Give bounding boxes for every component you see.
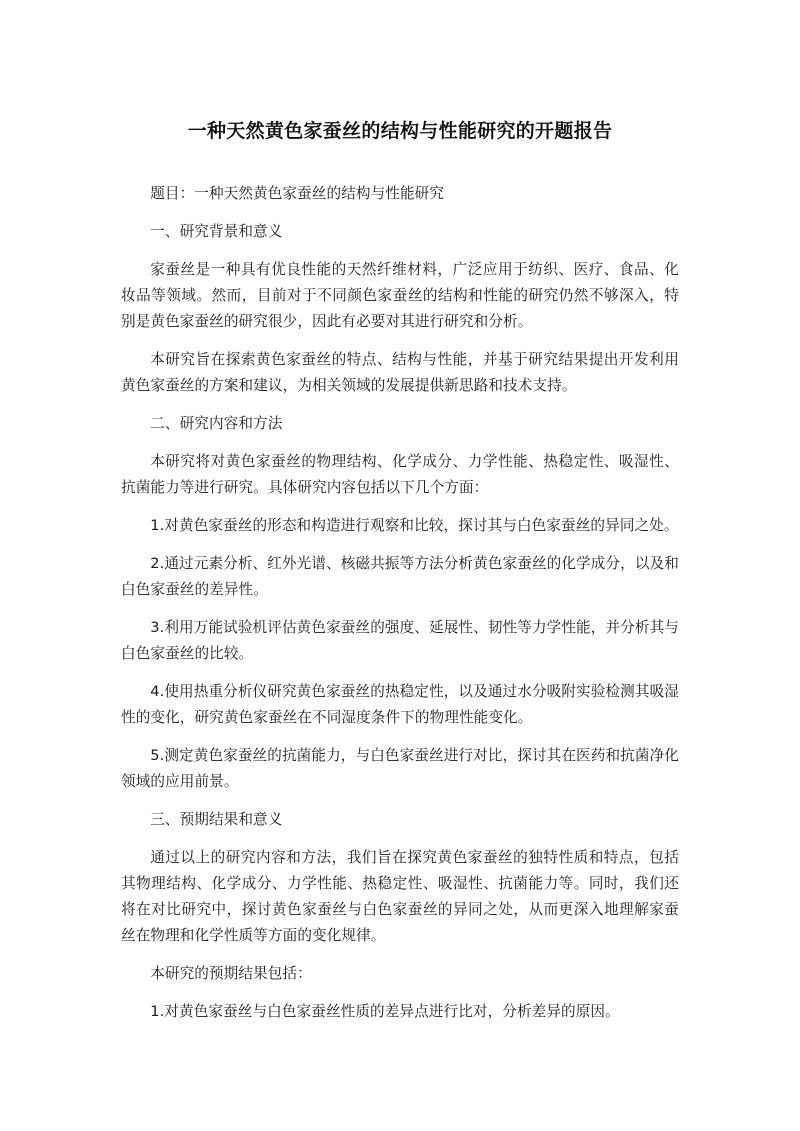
paragraph-topic: 题目：一种天然黄色家蚕丝的结构与性能研究 [150, 185, 445, 202]
list-item: 5.测定黄色家蚕丝的抗菌能力，与白色家蚕丝进行对比，探讨其在医药和抗菌净化领域的应用前景。 [121, 747, 679, 790]
list-item: 1.对黄色家蚕丝的形态和构造进行观察和比较，探讨其与白色家蚕丝的异同之处。 [150, 517, 679, 534]
paragraph: 本研究将对黄色家蚕丝的物理结构、化学成分、力学性能、热稳定性、吸湿性、抗菌能力等进行研究。具体研究内容包括以下几个方面： [121, 453, 679, 496]
document-title: 一种天然黄色家蚕丝的结构与性能研究的开题报告 [187, 120, 613, 142]
list-item: 3.利用万能试验机评估黄色家蚕丝的强度、延展性、韧性等力学性能，并分析其与白色家蚕丝的比较。 [121, 619, 679, 662]
paragraph: 家蚕丝是一种具有优良性能的天然纤维材料，广泛应用于纺织、医疗、食品、化妆品等领域。然而，目前对于不同颜色家蚕丝的结构和性能的研究仍然不够深入，特别是黄色家蚕丝的研究很少，因此有必要对其进行研究和分析。 [121, 261, 679, 330]
list-item: 1.对黄色家蚕丝与白色家蚕丝性质的差异点进行比对，分析差异的原因。 [150, 1003, 620, 1020]
paragraph: 通过以上的研究内容和方法，我们旨在探究黄色家蚕丝的独特性质和特点，包括其物理结构、化学成分、力学性能、热稳定性、吸湿性、抗菌能力等。同时，我们还将在对比研究中，探讨黄色家蚕丝与白色家蚕丝的异同之处，从而更深入地理解家蚕丝在物理和化学性质等方面的变化规律。 [121, 849, 679, 944]
list-item: 2.通过元素分析、红外光谱、核磁共振等方法分析黄色家蚕丝的化学成分，以及和白色家蚕丝的差异性。 [121, 555, 679, 598]
section-heading-content-methods: 二、研究内容和方法 [150, 415, 283, 432]
document-body [121, 181, 679, 1037]
paragraph: 本研究的预期结果包括： [150, 965, 312, 982]
list-item: 4.使用热重分析仪研究黄色家蚕丝的热稳定性，以及通过水分吸附实验检测其吸湿性的变化，研究黄色家蚕丝在不同湿度条件下的物理性能变化。 [121, 683, 679, 726]
section-heading-expected-results: 三、预期结果和意义 [150, 811, 283, 828]
paragraph: 本研究旨在探索黄色家蚕丝的特点、结构与性能，并基于研究结果提出开发利用黄色家蚕丝的方案和建议，为相关领域的发展提供新思路和技术支持。 [121, 351, 679, 394]
section-heading-background: 一、研究背景和意义 [150, 223, 283, 240]
